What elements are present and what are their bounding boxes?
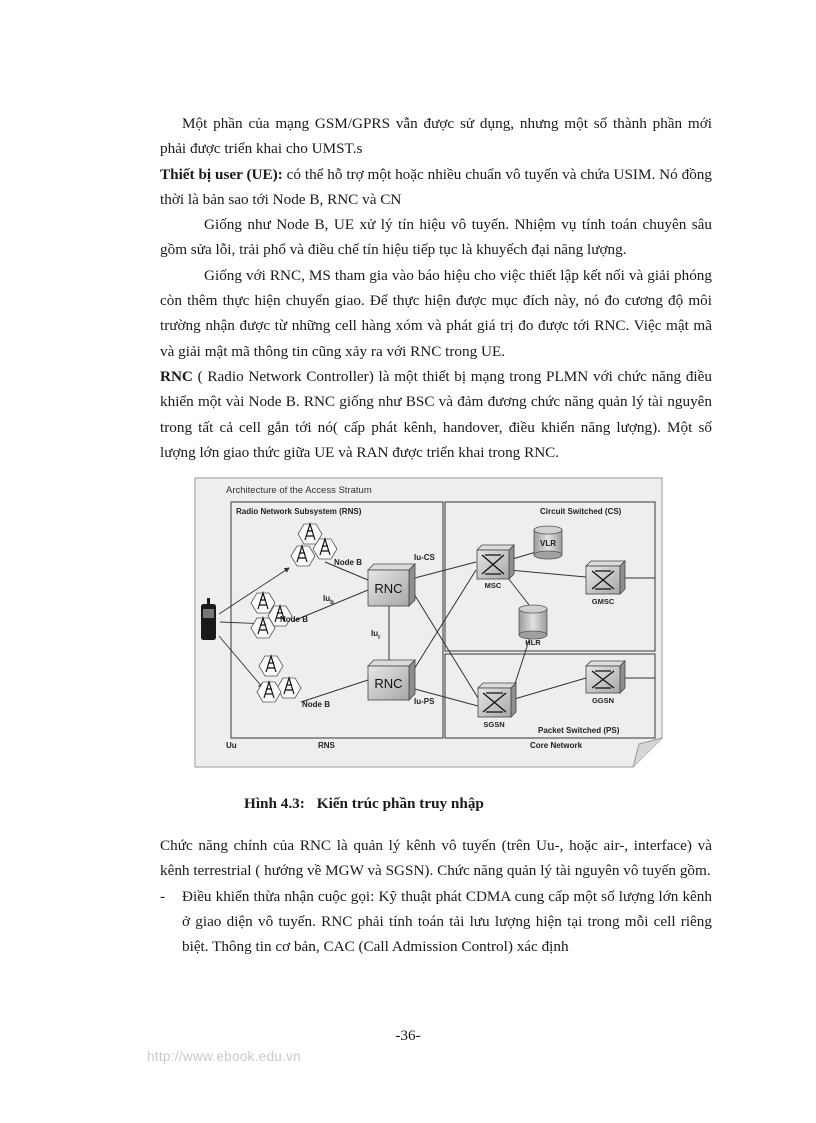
gmsc-label: GMSC — [591, 597, 615, 606]
rnc-term: RNC — [160, 367, 193, 385]
paragraph-ue-signal: Giống như Node B, UE xử lý tín hiệu vô tuyến. Nhiệm vụ tính toán chuyên sâu gồm sửa lỗi, trải phổ và điều chế tín hiệu tiếp tục là khuyếch đại năng lượng. — [160, 216, 712, 259]
cs-title: Circuit Switched (CS) — [540, 507, 622, 516]
rnc-definition: ( Radio Network Controller) là một thiết bị mạng trong PLMN với chức năng điều khiển một vài Node B. RNC giống như BSC và đảm đương chức năng quản lý tài nguyên trong tất cả cell gắn tới nó( cấp phát kênh, handover, điều khiển năng lượng). Một số lượng lớn giao thức giữa UE và RAN được triển khai trong RNC. — [160, 367, 712, 461]
page-number: -36- — [395, 1027, 421, 1044]
watermark: http://www.ebook.edu.vn — [147, 1049, 301, 1064]
ue-phone-icon — [201, 598, 216, 640]
node-b-label-3: Node B — [302, 700, 330, 709]
rnc-1-label: RNC — [374, 581, 403, 596]
rnc-2-label: RNC — [374, 676, 403, 691]
bullet-dash: - — [160, 887, 166, 905]
paragraph-rnc-functions: Chức năng chính của RNC là quản lý kênh vô tuyến (trên Uu-, hoặc air-, interface) và kênh terrestrial ( hướng về MGW và SGSN). Chức năng quản lý tài nguyên vô tuyến gồm. — [160, 837, 712, 880]
intro-text — [160, 111, 712, 465]
access-stratum-diagram — [193, 476, 664, 769]
iu-cs-label: Iu-CS — [414, 553, 435, 562]
rnc-2 — [368, 660, 415, 700]
ggsn-label: GGSN — [591, 696, 615, 705]
sgsn-label: SGSN — [483, 720, 505, 729]
rns-box-title: Radio Network Subsystem (RNS) — [236, 507, 362, 516]
ue-term: Thiết bị user (UE): — [160, 165, 283, 183]
caption-text: Kiến trúc phần truy nhập — [316, 795, 484, 812]
iu-ps-label: Iu-PS — [414, 697, 435, 706]
ps-title: Packet Switched (PS) — [538, 726, 620, 735]
iub-label: $Iu_b$ — [323, 594, 334, 606]
paragraph-ue — [160, 162, 712, 213]
msc-label: MSC — [484, 581, 502, 590]
core-network-label: Core Network — [530, 741, 583, 750]
figure-caption — [244, 795, 484, 813]
bullet-text: Điều khiển thừa nhận cuộc gọi: Kỹ thuật phát CDMA cung cấp một số lượng lớn kênh ở giao diện vô tuyến. RNC phải tính toán tải lưu lượng hiện tại trong mỗi cell riêng biệt. Thông tin cơ bản, CAC (Call Admission Control) xác định — [182, 887, 712, 956]
vlr-label: VLR — [540, 539, 556, 548]
node-b-label-2: Node B — [280, 615, 308, 624]
diagram-title: Architecture of the Access Stratum — [226, 485, 372, 496]
rnc-1 — [368, 564, 415, 606]
after-text — [160, 833, 712, 959]
bullet-call-admission — [160, 884, 712, 960]
vlr-database — [534, 526, 562, 559]
rns-label: RNS — [318, 741, 335, 750]
node-b-label-1: Node B — [334, 558, 362, 567]
paragraph-rnc — [160, 364, 712, 465]
ue-definition: có thể hỗ trợ một hoặc nhiều chuẩn vô tuyến và chứa USIM. Nó đồng thời là bản sao tới Node B, RNC và CN — [160, 165, 712, 208]
caption-label: Hình 4.3: — [244, 795, 305, 812]
uu-label: Uu — [226, 741, 237, 750]
hlr-label: HLR — [525, 638, 541, 647]
paragraph-ue-rnc: Giống với RNC, MS tham gia vào báo hiệu cho việc thiết lập kết nối và giải phóng còn thêm thực hiện chuyển giao. Để thực hiện được mục đích này, nó đo cương độ môi trường nhận được từ những cell hàng xóm và phát giá trị đo được tới RNC. Việc mật mã và giải mật mã thông tin cũng xảy ra với RNC trong UE. — [160, 266, 712, 360]
paragraph-gsm: Một phần của mạng GSM/GPRS vẫn được sử dụng, nhưng một số thành phần mới phải được triển khai cho UMST.s — [160, 115, 712, 158]
iur-label: $Iu_r$ — [371, 629, 381, 641]
